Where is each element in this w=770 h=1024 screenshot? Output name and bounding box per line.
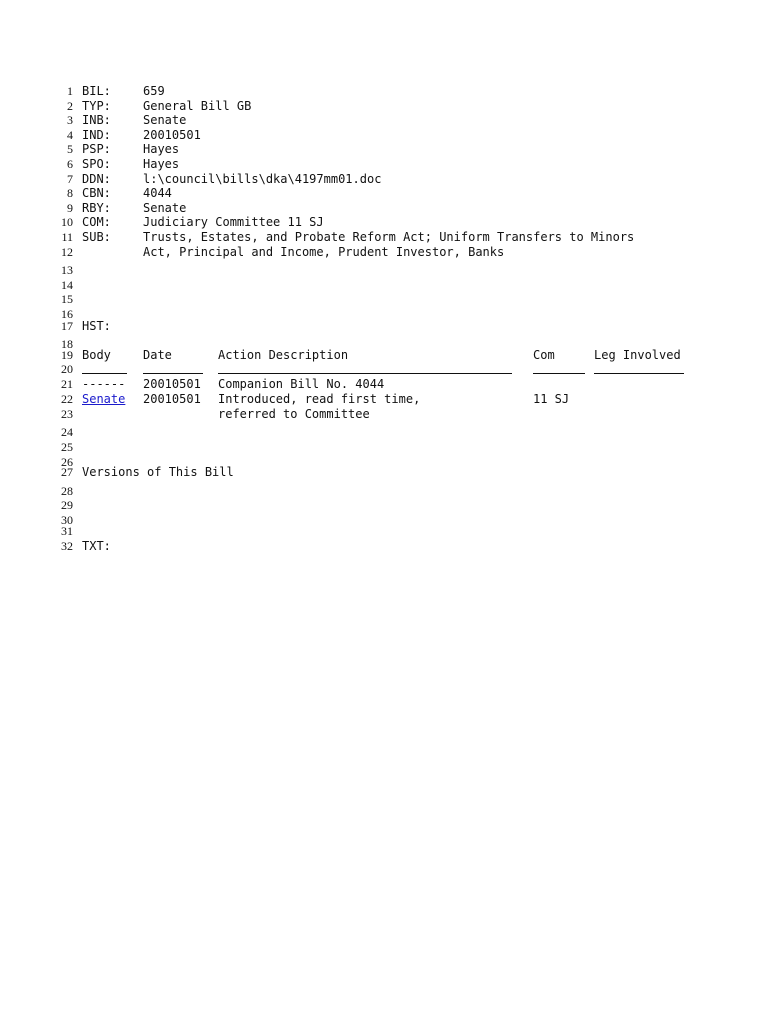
history-row-action: Introduced, read first time, [218,392,421,406]
line-number: 8 [67,186,73,200]
history-row-com: 11 SJ [533,392,570,406]
field-value-ddn: l:\council\bills\dka\4197mm01.doc [143,172,382,186]
history-row-date: 20010501 [143,392,201,406]
field-value-bil: 659 [143,84,165,98]
line-number: 10 [61,215,73,229]
line-number: 22 [61,392,73,406]
line-number: 2 [67,99,73,113]
field-label-ind: IND: [82,128,111,142]
history-row-action-cont: referred to Committee [218,407,370,421]
line-number: 28 [61,484,73,498]
line-number: 17 [61,319,73,333]
field-value-rby: Senate [143,201,187,215]
history-header-leg: Leg Involved [594,348,681,362]
header-underline [594,373,684,374]
txt-label: TXT: [82,539,111,553]
header-underline [82,373,127,374]
line-number: 5 [67,142,73,156]
header-underline [143,373,203,374]
field-label-typ: TYP: [82,99,111,113]
field-value-ind: 20010501 [143,128,201,142]
line-number: 26 [61,455,73,469]
line-number: 15 [61,292,73,306]
line-number: 31 [61,524,73,538]
hst-label: HST: [82,319,111,333]
header-underline [533,373,585,374]
field-label-psp: PSP: [82,142,111,156]
history-header-action: Action Description [218,348,349,362]
line-number: 14 [61,278,73,292]
field-label-com: COM: [82,215,111,229]
line-number: 11 [61,230,73,244]
line-number: 24 [61,425,73,439]
line-number: 29 [61,498,73,512]
field-label-inb: INB: [82,113,111,127]
line-number: 12 [61,245,73,259]
line-number: 6 [67,157,73,171]
field-label-sub: SUB: [82,230,111,244]
line-number: 25 [61,440,73,454]
history-row-date: 20010501 [143,377,201,391]
field-value-cbn: 4044 [143,186,172,200]
history-row-body: ------ [82,377,126,391]
history-header-date: Date [143,348,172,362]
field-label-cbn: CBN: [82,186,111,200]
field-value-sub-cont: Act, Principal and Income, Prudent Investor, Banks [143,245,505,259]
line-number: 16 [61,307,73,321]
history-header-body: Body [82,348,111,362]
header-underline [218,373,512,374]
field-value-psp: Hayes [143,142,180,156]
field-value-typ: General Bill GB [143,99,252,113]
field-value-com: Judiciary Committee 11 SJ [143,215,324,229]
line-number: 1 [67,84,73,98]
field-label-spo: SPO: [82,157,111,171]
field-label-rby: RBY: [82,201,111,215]
line-number: 20 [61,362,73,376]
senate-link[interactable]: Senate [82,392,126,406]
history-header-com: Com [533,348,555,362]
line-number: 3 [67,113,73,127]
field-label-ddn: DDN: [82,172,111,186]
line-number: 4 [67,128,73,142]
line-number: 32 [61,539,73,553]
line-number: 18 [61,337,73,351]
versions-heading: Versions of This Bill [82,465,234,479]
line-number: 21 [61,377,73,391]
field-value-inb: Senate [143,113,187,127]
line-number: 13 [61,263,73,277]
line-number: 27 [61,465,73,479]
field-value-spo: Hayes [143,157,180,171]
line-number: 9 [67,201,73,215]
line-number: 30 [61,513,73,527]
field-label-bil: BIL: [82,84,111,98]
line-number: 23 [61,407,73,421]
field-value-sub: Trusts, Estates, and Probate Reform Act; Uniform Transfers to Minors [143,230,635,244]
history-row-action: Companion Bill No. 4044 [218,377,385,391]
line-number: 7 [67,172,73,186]
line-number: 19 [61,348,73,362]
